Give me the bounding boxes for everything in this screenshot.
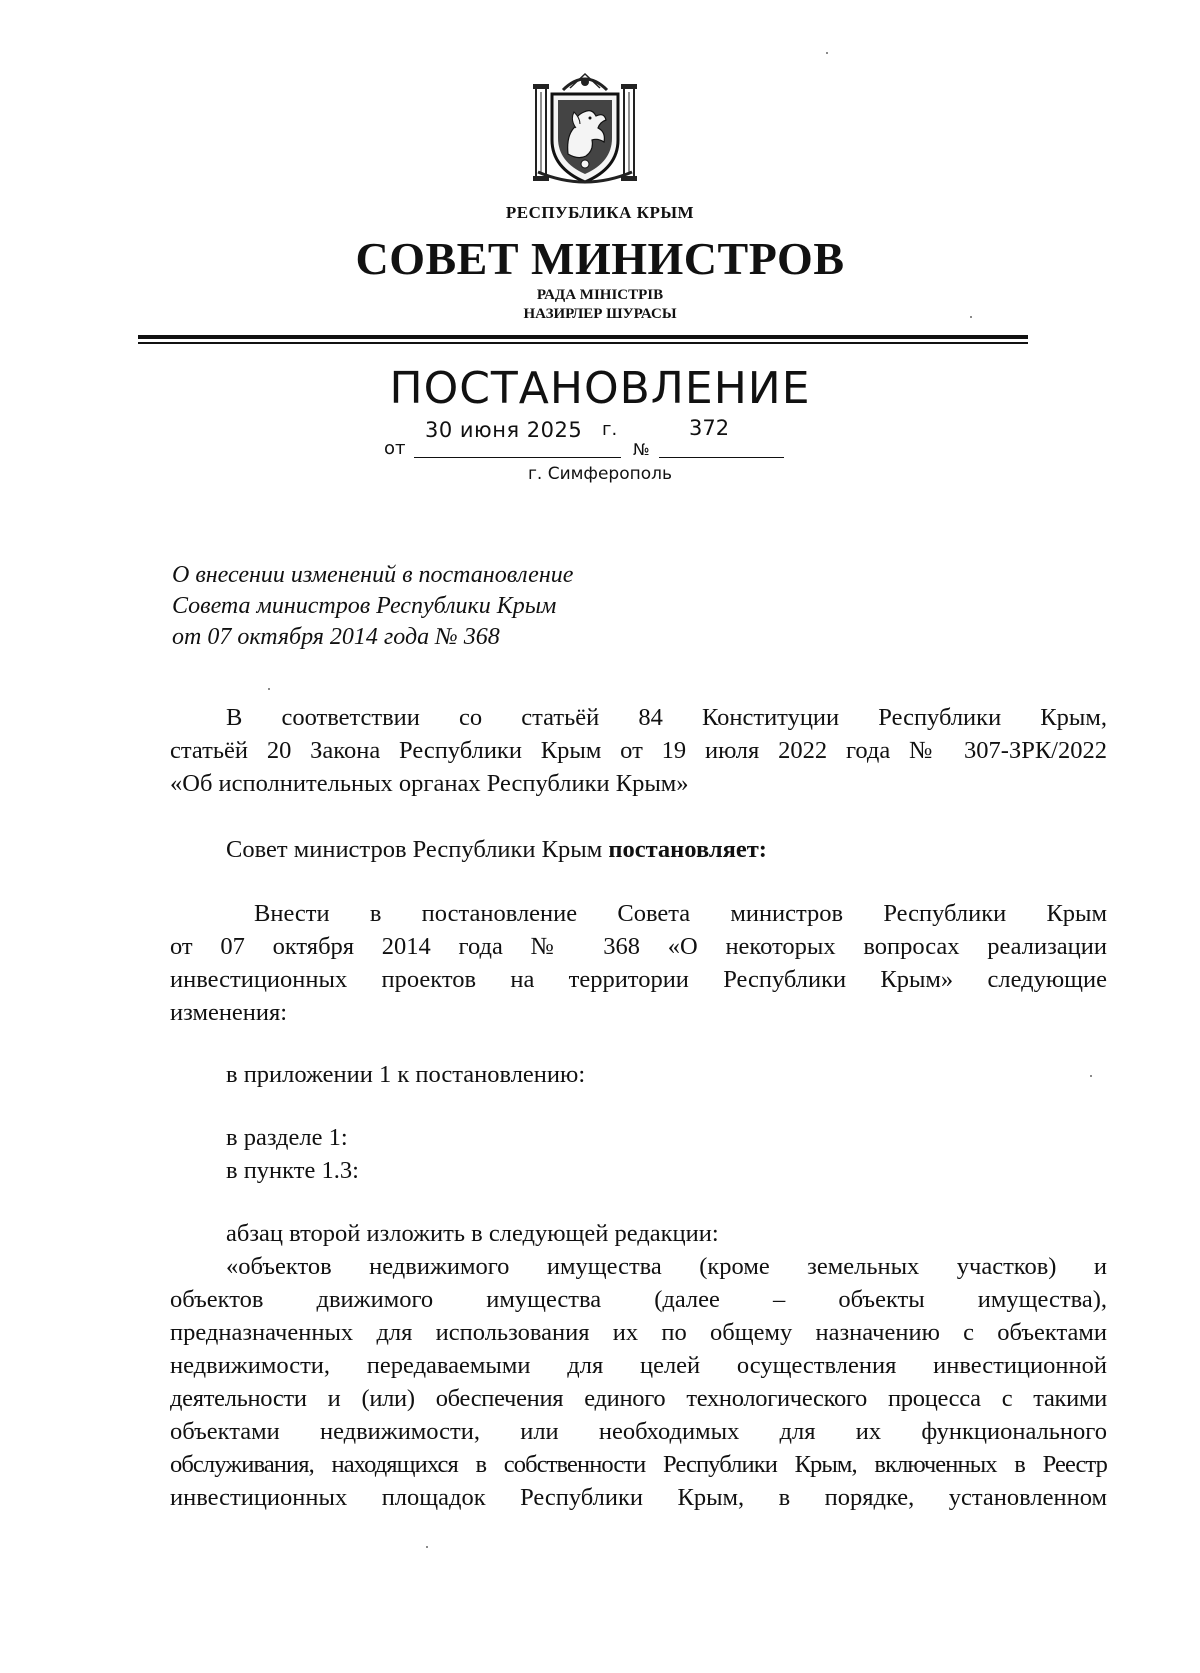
preamble-line: В соответствии со статьёй 84 Конституции Республики Крым, xyxy=(226,704,1107,731)
number-underline xyxy=(659,457,784,458)
subject-line: от 07 октября 2014 года № 368 xyxy=(172,624,500,650)
quote-line: недвижимости, передаваемыми для целей осуществления инвестиционной xyxy=(170,1352,1107,1379)
resolves-line xyxy=(226,836,767,864)
quote-line: предназначенных для использования их по общему назначению с объектами xyxy=(170,1319,1107,1346)
quote-line: обслуживания, находящихся в собственности Республики Крым, включенных в Реестр xyxy=(170,1451,1107,1478)
decree-city: г. Симферополь xyxy=(527,464,673,484)
intro-line: Внести в постановление Совета министров Республики Крым xyxy=(254,900,1107,927)
rada-heading: РАДА МІНІСТРІВ xyxy=(536,287,664,303)
scan-speck xyxy=(426,1546,428,1548)
appendix-line: в приложении 1 к постановлению: xyxy=(226,1061,586,1088)
scan-speck xyxy=(268,688,270,690)
intro-line: изменения: xyxy=(170,999,288,1026)
paragraph-instruction: абзац второй изложить в следующей редакции: xyxy=(226,1220,719,1247)
scan-speck xyxy=(1090,1075,1092,1077)
decree-date: 30 июня 2025 xyxy=(425,418,583,442)
section-line: в разделе 1: xyxy=(226,1124,348,1151)
quote-line: деятельности и (или) обеспечения единого технологического процесса с такими xyxy=(170,1385,1107,1412)
intro-line: инвестиционных проектов на территории Республики Крым» следующие xyxy=(170,966,1107,993)
decree-title: ПОСТАНОВЛЕНИЕ xyxy=(389,363,811,414)
preamble-line: «Об исполнительных органах Республики Крым» xyxy=(170,770,689,797)
quote-line: объектами недвижимости, или необходимых для их функционального xyxy=(170,1418,1107,1445)
subject-line: О внесении изменений в постановление xyxy=(172,562,574,588)
scan-speck xyxy=(826,52,828,54)
scan-speck xyxy=(970,316,972,318)
decree-date-number-line xyxy=(0,415,1200,459)
subject-line: Совета министров Республики Крым xyxy=(172,593,557,619)
quote-line: «объектов недвижимого имущества (кроме земельных участков) и xyxy=(226,1253,1107,1280)
point-line: в пункте 1.3: xyxy=(226,1157,359,1184)
intro-line: от 07 октября 2014 года № 368 «О некоторых вопросах реализации xyxy=(170,933,1107,960)
quote-line: объектов движимого имущества (далее – объекты имущества), xyxy=(170,1286,1107,1313)
year-suffix: г. xyxy=(602,419,618,440)
coat-of-arms-emblem xyxy=(530,68,640,188)
nazirler-heading: НАЗИРЛЕР ШУРАСЫ xyxy=(523,306,677,322)
number-label: № xyxy=(633,440,650,459)
council-heading: СОВЕТ МИНИСТРОВ xyxy=(355,233,845,284)
from-label: от xyxy=(384,438,406,459)
header-divider-thin xyxy=(138,342,1028,344)
quote-line: инвестиционных площадок Республики Крым, в порядке, установленном xyxy=(170,1484,1107,1511)
date-underline xyxy=(414,457,621,458)
resolves-prefix: Совет министров Республики Крым xyxy=(226,836,603,863)
decree-subject xyxy=(172,560,573,653)
republic-heading: РЕСПУБЛИКА КРЫМ xyxy=(505,203,695,222)
header-divider-thick xyxy=(138,335,1028,339)
decree-number: 372 xyxy=(689,416,730,440)
preamble-line: статьёй 20 Закона Республики Крым от 19 июля 2022 года № 307-ЗРК/2022 xyxy=(170,737,1107,764)
resolves-bold: постановляет: xyxy=(608,836,767,863)
